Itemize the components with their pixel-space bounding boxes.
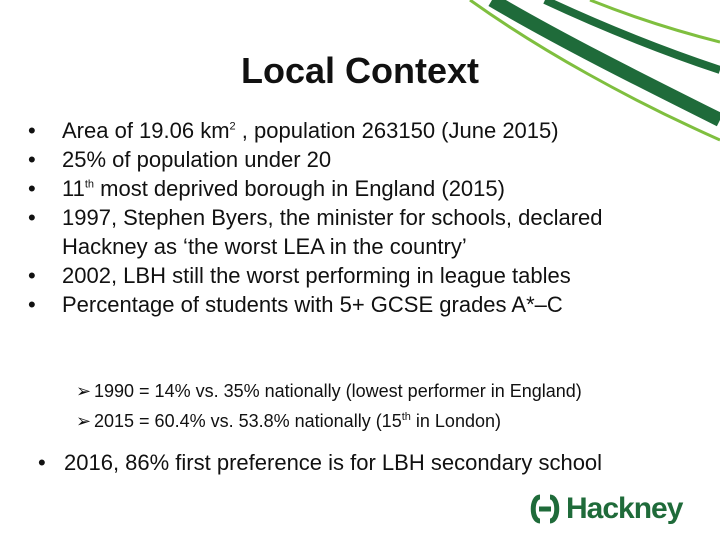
sub-bullet-list [76, 376, 696, 436]
bullet-item: • 2002, LBH still the worst performing in league tables [28, 263, 571, 288]
bullet-item: • Percentage of students with 5+ GCSE grades A*–C [28, 292, 563, 317]
hackney-h-icon [528, 494, 562, 524]
bullet-item: • 1997, Stephen Byers, the minister for schools, declared Hackney as ‘the worst LEA in the country’ [28, 205, 603, 259]
hackney-logo [528, 492, 682, 526]
bullet-item: • 25% of population under 20 [28, 147, 332, 172]
bullet-dot-icon: • [28, 205, 36, 230]
bullet-dot-icon: • [28, 147, 36, 172]
slide-title: Local Context [240, 50, 480, 91]
arrow-bullet-icon: ➢ [76, 411, 92, 431]
logo-text: Hackney [566, 492, 683, 525]
sub-bullet-item: ➢ 1990 = 14% vs. 35% nationally (lowest performer in England) [76, 376, 696, 406]
last-bullet: • 2016, 86% first preference is for LBH secondary school [38, 450, 603, 475]
main-bullet-list [28, 116, 688, 319]
bullet-dot-icon: • [28, 118, 36, 143]
bullet-item: • 11th most deprived borough in England (2015) [28, 176, 505, 201]
bullet-dot-icon: • [38, 450, 46, 475]
bullet-dot-icon: • [28, 176, 36, 201]
arrow-bullet-icon: ➢ [76, 381, 92, 401]
bullet-dot-icon: • [28, 263, 36, 288]
sub-bullet-item: ➢ 2015 = 60.4% vs. 53.8% nationally (15th in London) [76, 406, 696, 436]
bullet-dot-icon: • [28, 292, 36, 317]
bullet-item: • Area of 19.06 $km^2$ , population 263150 (June 2015) [28, 118, 559, 143]
